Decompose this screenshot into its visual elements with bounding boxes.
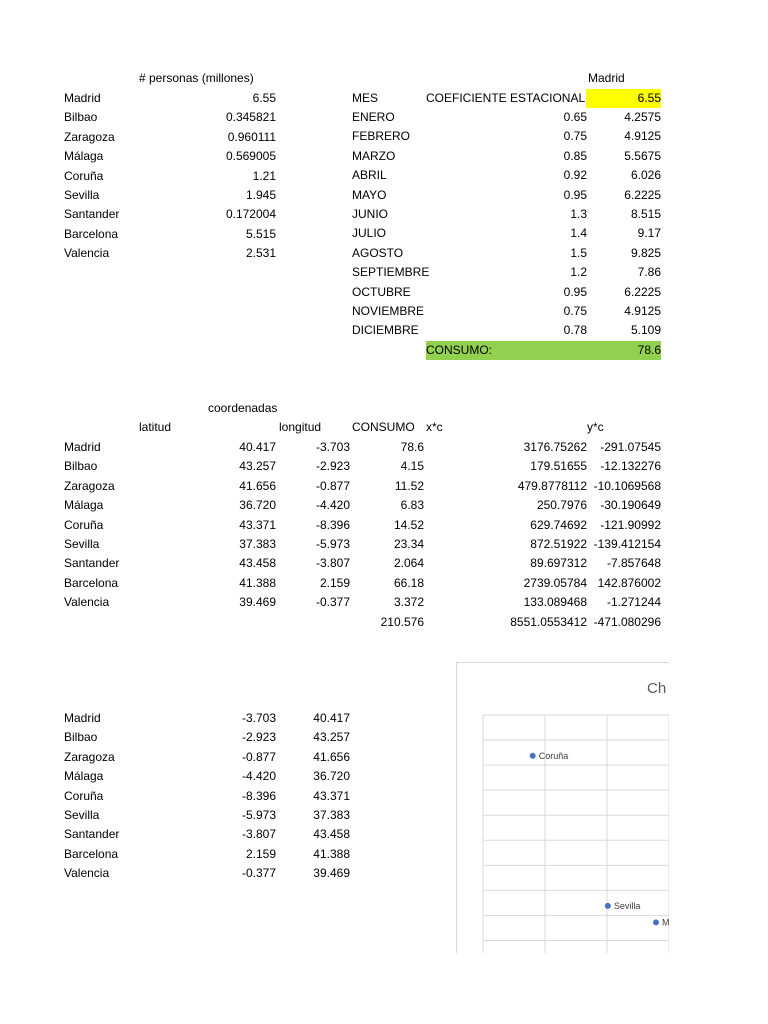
coords-header-longitud[interactable]: longitud	[279, 420, 322, 434]
coords-consumo[interactable]: 11.52	[394, 478, 424, 493]
coords-yc[interactable]: -7.857648	[606, 556, 661, 571]
population-city[interactable]: Madrid	[64, 91, 101, 105]
coords-lat[interactable]: 37.383	[239, 537, 276, 551]
lonlat-lat[interactable]: 43.458	[313, 827, 350, 842]
seasonal-value[interactable]: 6.2225	[624, 187, 661, 202]
coords-yc[interactable]: -1.271244	[606, 595, 661, 610]
population-city[interactable]: Coruña	[64, 168, 104, 183]
coords-xc[interactable]: 250.7976	[536, 498, 587, 513]
population-value[interactable]: 0.345821	[225, 110, 276, 125]
coords-lon[interactable]: -5.973	[315, 537, 350, 551]
consumo-label[interactable]: CONSUMO:	[426, 341, 586, 360]
lonlat-lon[interactable]: -4.420	[241, 769, 276, 784]
coords-lat[interactable]: 36.720	[239, 498, 276, 513]
seasonal-coef[interactable]: 1.4	[570, 226, 587, 241]
seasonal-coef[interactable]: 0.78	[563, 323, 587, 338]
lonlat-lat[interactable]: 43.371	[313, 788, 350, 803]
chart-point-label: Coruña	[538, 750, 569, 761]
seasonal-month[interactable]: DICIEMBRE	[352, 323, 419, 338]
coords-consumo[interactable]: 14.52	[393, 517, 424, 532]
coords-header-consumo[interactable]: CONSUMO	[352, 420, 415, 434]
lonlat-city[interactable]: Coruña	[64, 788, 104, 803]
seasonal-value[interactable]: 9.17	[637, 226, 661, 241]
chart-point-label: M	[661, 917, 669, 928]
population-value[interactable]: 0.960111	[227, 129, 276, 144]
coords-lon[interactable]: -8.396	[315, 517, 350, 532]
seasonal-coef[interactable]: 0.75	[563, 129, 587, 144]
coords-consumo[interactable]: 66.18	[393, 575, 424, 590]
seasonal-coef[interactable]: 0.85	[563, 148, 587, 163]
chart-plot	[457, 663, 669, 953]
population-city[interactable]: Barcelona	[64, 226, 119, 241]
population-value[interactable]: 6.55	[252, 91, 276, 105]
coords-yc[interactable]: -30.190649	[600, 498, 661, 513]
seasonal-base-value[interactable]: 6.55	[586, 89, 661, 108]
coords-lon[interactable]: -3.703	[315, 440, 350, 454]
coords-city[interactable]: Coruña	[64, 517, 104, 532]
coords-consumo[interactable]: 23.34	[393, 537, 424, 551]
lonlat-lat[interactable]: 37.383	[313, 808, 350, 822]
coords-header-xc[interactable]: x*c	[426, 420, 443, 434]
lonlat-lat[interactable]: 36.720	[313, 769, 350, 784]
seasonal-value[interactable]: 6.026	[630, 168, 661, 183]
coords-consumo[interactable]: 2.064	[393, 556, 424, 571]
seasonal-month[interactable]: FEBRERO	[352, 129, 411, 144]
seasonal-month[interactable]: SEPTIEMBRE	[352, 265, 430, 280]
coords-consumo[interactable]: 6.83	[400, 498, 424, 513]
coords-xc[interactable]: 629.74692	[530, 517, 587, 532]
lonlat-lat[interactable]: 41.656	[313, 749, 350, 764]
coords-total-xc[interactable]: 8551.0553412	[510, 615, 587, 629]
coords-header-latitud[interactable]: latitud	[139, 420, 172, 434]
seasonal-coef[interactable]: 0.75	[563, 304, 587, 318]
lonlat-city[interactable]: Málaga	[64, 769, 104, 784]
seasonal-value[interactable]: 8.515	[630, 207, 661, 221]
population-value[interactable]: 5.515	[245, 226, 276, 241]
seasonal-month[interactable]: MARZO	[352, 148, 396, 163]
coords-lon[interactable]: -2.923	[315, 459, 350, 474]
lonlat-lon[interactable]: 2.159	[245, 846, 276, 861]
coords-yc[interactable]: -10.1069568	[593, 478, 661, 493]
scatter-chart[interactable]	[456, 662, 669, 953]
seasonal-city-header[interactable]: Madrid	[588, 71, 625, 85]
seasonal-coef[interactable]: 1.2	[570, 265, 587, 280]
seasonal-coef-header[interactable]: COEFICIENTE ESTACIONAL	[426, 91, 586, 105]
lonlat-city[interactable]: Barcelona	[64, 846, 119, 861]
consumo-value[interactable]: 78.6	[586, 341, 661, 360]
population-city[interactable]: Zaragoza	[64, 129, 115, 144]
coords-lon[interactable]: -0.377	[315, 595, 350, 610]
lonlat-city[interactable]: Madrid	[64, 711, 101, 725]
seasonal-value[interactable]: 9.825	[630, 245, 661, 260]
coords-title[interactable]: coordenadas	[208, 401, 278, 415]
population-city[interactable]: Santander	[64, 207, 120, 222]
coords-lon[interactable]: -0.877	[315, 478, 350, 493]
coords-xc[interactable]: 179.51655	[530, 459, 587, 474]
coords-xc[interactable]: 3176.75262	[523, 440, 587, 454]
seasonal-coef[interactable]: 0.95	[563, 284, 587, 299]
lonlat-lon[interactable]: -8.396	[241, 788, 276, 803]
coords-xc[interactable]: 2739.05784	[523, 575, 587, 590]
coords-yc[interactable]: 142.876002	[597, 575, 661, 590]
coords-lat[interactable]: 43.458	[239, 556, 276, 571]
chart-title: Ch	[647, 680, 667, 697]
chart-point[interactable]	[605, 903, 611, 909]
seasonal-month[interactable]: JUNIO	[352, 207, 388, 221]
population-value[interactable]: 2.531	[245, 246, 276, 261]
population-value[interactable]: 1.945	[245, 188, 276, 202]
coords-lat[interactable]: 43.371	[239, 517, 276, 532]
lonlat-city[interactable]: Valencia	[64, 866, 110, 881]
coords-city[interactable]: Zaragoza	[64, 478, 115, 493]
seasonal-month[interactable]: NOVIEMBRE	[352, 304, 425, 318]
population-city[interactable]: Sevilla	[64, 188, 100, 202]
coords-lat[interactable]: 39.469	[239, 595, 276, 610]
coords-xc[interactable]: 133.089468	[523, 595, 587, 610]
lonlat-lon[interactable]: -0.877	[241, 749, 276, 764]
coords-lat[interactable]: 41.388	[239, 575, 276, 590]
coords-yc[interactable]: -12.132276	[600, 459, 661, 474]
coords-header-yc[interactable]: y*c	[587, 420, 604, 434]
coords-lon[interactable]: 2.159	[319, 575, 350, 590]
population-value[interactable]: 0.172004	[225, 207, 276, 222]
seasonal-mes-header[interactable]: MES	[352, 91, 379, 105]
population-city[interactable]: Valencia	[64, 246, 110, 261]
coords-total-consumo[interactable]: 210.576	[380, 615, 424, 629]
coords-xc[interactable]: 479.8778112	[517, 478, 587, 493]
lonlat-city[interactable]: Santander	[64, 827, 120, 842]
seasonal-coef[interactable]: 1.3	[570, 207, 587, 221]
coords-lon[interactable]: -4.420	[315, 498, 350, 513]
coords-consumo[interactable]: 3.372	[393, 595, 424, 610]
seasonal-month[interactable]: OCTUBRE	[352, 284, 411, 299]
lonlat-city[interactable]: Zaragoza	[64, 749, 115, 764]
seasonal-coef[interactable]: 0.92	[563, 168, 587, 183]
coords-total-yc[interactable]: -471.080296	[593, 615, 661, 629]
lonlat-lon[interactable]: -3.703	[241, 711, 276, 725]
coords-city[interactable]: Málaga	[64, 498, 104, 513]
seasonal-value[interactable]: 7.86	[637, 265, 661, 280]
seasonal-value[interactable]: 4.9125	[624, 304, 661, 318]
seasonal-coef[interactable]: 1.5	[570, 245, 587, 260]
population-city[interactable]: Bilbao	[64, 110, 98, 125]
coords-lon[interactable]: -3.807	[315, 556, 350, 571]
coords-yc[interactable]: -139.412154	[593, 537, 661, 551]
coords-consumo[interactable]: 4.15	[400, 459, 424, 474]
lonlat-lat[interactable]: 39.469	[313, 866, 350, 881]
coords-city[interactable]: Barcelona	[64, 575, 119, 590]
coords-lat[interactable]: 41.656	[239, 478, 276, 493]
seasonal-month[interactable]: ABRIL	[352, 168, 387, 183]
seasonal-value[interactable]: 6.2225	[624, 284, 661, 299]
coords-city[interactable]: Sevilla	[64, 537, 100, 551]
seasonal-value[interactable]: 5.5675	[624, 148, 661, 163]
coords-xc[interactable]: 872.51922	[530, 537, 587, 551]
coords-city[interactable]: Santander	[64, 556, 120, 571]
coords-city[interactable]: Bilbao	[64, 459, 98, 474]
seasonal-coef[interactable]: 0.65	[563, 110, 587, 124]
lonlat-city[interactable]: Bilbao	[64, 730, 98, 745]
seasonal-month[interactable]: JULIO	[352, 226, 387, 241]
coords-yc[interactable]: -291.07545	[600, 440, 661, 454]
lonlat-city[interactable]: Sevilla	[64, 808, 100, 822]
lonlat-lon[interactable]: -3.807	[241, 827, 276, 842]
lonlat-lon[interactable]: -5.973	[241, 808, 276, 822]
coords-yc[interactable]: -121.90992	[600, 517, 661, 532]
seasonal-month[interactable]: AGOSTO	[352, 245, 404, 260]
lonlat-lat[interactable]: 43.257	[313, 730, 350, 745]
coords-lat[interactable]: 40.417	[239, 440, 276, 454]
seasonal-month[interactable]: MAYO	[352, 187, 387, 202]
seasonal-month[interactable]: ENERO	[352, 110, 395, 124]
seasonal-value[interactable]: 4.2575	[624, 110, 661, 124]
coords-lat[interactable]: 43.257	[239, 459, 276, 474]
chart-point[interactable]	[653, 919, 659, 925]
seasonal-coef[interactable]: 0.95	[563, 187, 587, 202]
chart-point[interactable]	[530, 753, 536, 759]
coords-xc[interactable]: 89.697312	[530, 556, 587, 571]
coords-city[interactable]: Madrid	[64, 440, 101, 454]
coords-consumo[interactable]: 78.6	[400, 440, 424, 454]
lonlat-lat[interactable]: 41.388	[313, 846, 350, 861]
coords-city[interactable]: Valencia	[64, 595, 110, 610]
population-city[interactable]: Málaga	[64, 149, 104, 164]
lonlat-lon[interactable]: -2.923	[241, 730, 276, 745]
seasonal-value[interactable]: 4.9125	[624, 129, 661, 144]
seasonal-value[interactable]: 5.109	[630, 323, 661, 338]
population-header[interactable]: # personas (millones)	[139, 71, 254, 85]
population-value[interactable]: 1.21	[252, 168, 276, 183]
population-value[interactable]: 0.569005	[225, 149, 276, 164]
chart-point-label: Sevilla	[613, 900, 641, 911]
lonlat-lat[interactable]: 40.417	[313, 711, 350, 725]
lonlat-lon[interactable]: -0.377	[241, 866, 276, 881]
